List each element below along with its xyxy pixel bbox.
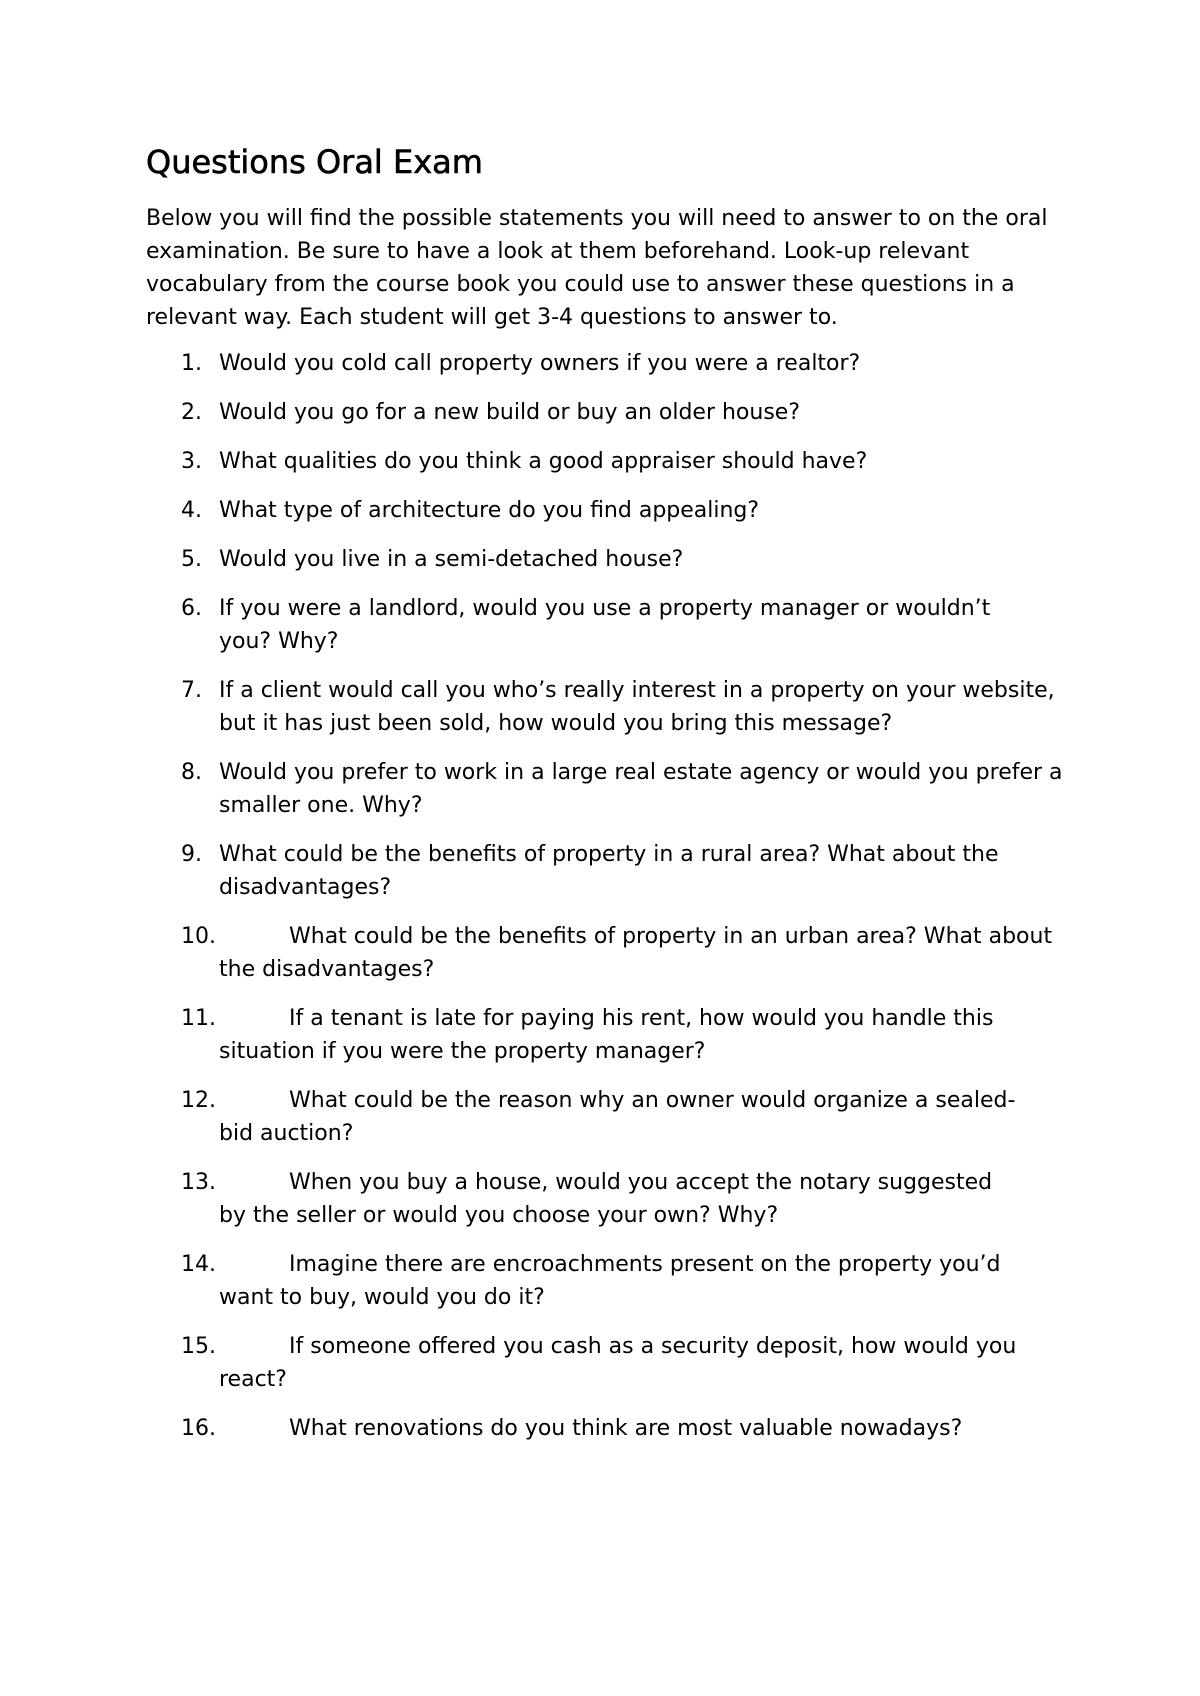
list-item [146, 1330, 1059, 1396]
list-item [146, 756, 1079, 822]
list-item [146, 1002, 1059, 1068]
list-item [146, 592, 999, 658]
question-text: Would you live in a semi-detached house? [219, 547, 684, 572]
question-text: If a client would call you who’s really interest in a property on your website, but it has just been sold, how would you bring this message? [219, 678, 1055, 736]
list-item [146, 920, 1079, 986]
question-text: Imagine there are encroachments present on the property you’d want to buy, would you do it? [219, 1252, 1001, 1310]
question-text: If you were a landlord, would you use a property manager or wouldn’t you? Why? [219, 596, 991, 654]
question-number: 16. [181, 1416, 216, 1441]
question-number: 9. [181, 842, 202, 867]
list-item [146, 543, 1099, 576]
question-number: 5. [181, 547, 202, 572]
question-number: 7. [181, 678, 202, 703]
question-text: If a tenant is late for paying his rent, how would you handle this situation if you were the property manager? [219, 1006, 994, 1064]
document-content [146, 140, 1066, 1461]
question-number: 15. [181, 1334, 216, 1359]
list-item [146, 1084, 1019, 1150]
list-item [146, 396, 1099, 429]
question-text: If someone offered you cash as a security deposit, how would you react? [219, 1334, 1017, 1392]
question-number: 11. [181, 1006, 216, 1031]
list-item [146, 674, 1059, 740]
question-number: 8. [181, 760, 202, 785]
question-number: 2. [181, 400, 202, 425]
question-text: What type of architecture do you find appealing? [219, 498, 760, 523]
list-item [146, 445, 1099, 478]
question-text: Would you prefer to work in a large real estate agency or would you prefer a smaller one. Why? [219, 760, 1063, 818]
question-number: 3. [181, 449, 202, 474]
question-number: 14. [181, 1252, 216, 1277]
question-number: 4. [181, 498, 202, 523]
question-text: Would you go for a new build or buy an older house? [219, 400, 801, 425]
question-text: What could be the reason why an owner would organize a sealed-bid auction? [219, 1088, 1016, 1146]
list-item [146, 347, 1099, 380]
question-text: What qualities do you think a good appraiser should have? [219, 449, 868, 474]
page-title: Questions Oral Exam [146, 143, 483, 181]
question-text: What could be the benefits of property in an urban area? What about the disadvantages? [219, 924, 1053, 982]
question-number: 10. [181, 924, 216, 949]
question-text: What could be the benefits of property in a rural area? What about the disadvantages? [219, 842, 999, 900]
question-number: 13. [181, 1170, 216, 1195]
list-item [146, 838, 1079, 904]
question-number: 6. [181, 596, 202, 621]
question-text: What renovations do you think are most valuable nowadays? [289, 1416, 963, 1441]
question-list [146, 347, 1066, 1445]
question-text: When you buy a house, would you accept the notary suggested by the seller or would you choose your own? Why? [219, 1170, 993, 1228]
question-number: 1. [181, 351, 202, 376]
list-item [146, 494, 1099, 527]
intro-paragraph: Below you will find the possible statements you will need to answer to on the oral examination. Be sure to have a look at them beforehand. Look-up relevant vocabulary from the course book you could use to answer these questions in a relevant way. Each student will get 3-4 questions to answer to. [146, 206, 1048, 330]
question-text: Would you cold call property owners if you were a realtor? [219, 351, 861, 376]
list-item [146, 1166, 1019, 1232]
list-item [146, 1248, 1019, 1314]
list-item [146, 1412, 1099, 1445]
question-number: 12. [181, 1088, 216, 1113]
